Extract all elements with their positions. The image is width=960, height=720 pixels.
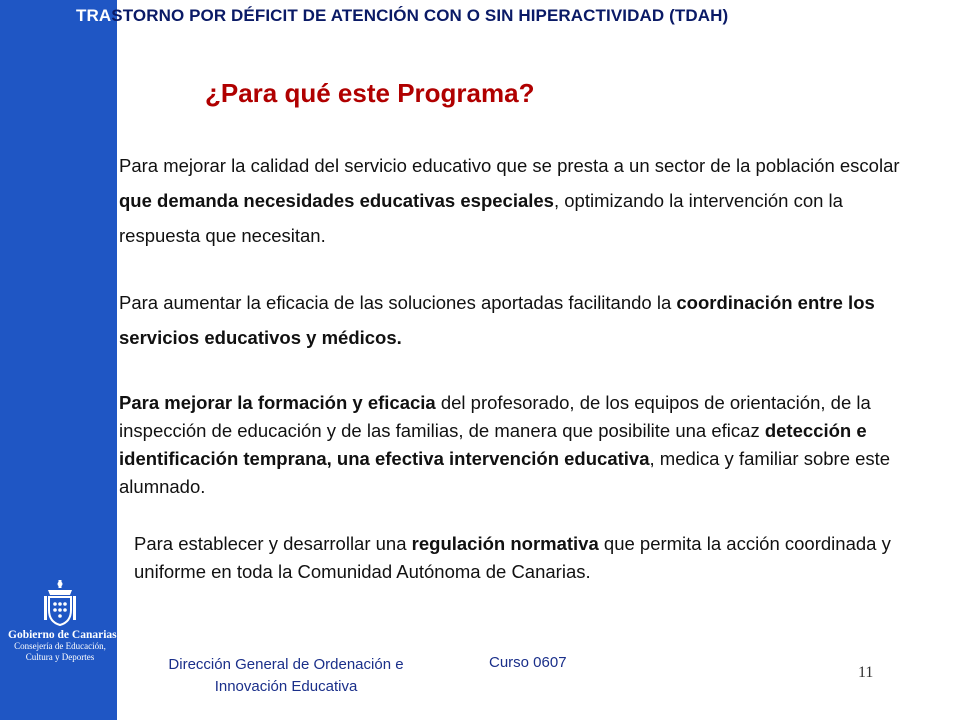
paragraph-quality [119, 148, 919, 253]
page-title: ¿Para qué este Programa? [205, 78, 535, 108]
paragraph-training-bold-1: Para mejorar la formación y eficacia [119, 392, 436, 413]
paragraph-quality-bold: que demanda necesidades educativas especiales [119, 190, 554, 211]
paragraph-efficacy [119, 285, 919, 355]
paragraph-regulation-text-2: que permita la acción coordinada y uniforme en toda la Comunidad Autónoma de Canarias. [134, 533, 891, 582]
government-logo [8, 580, 117, 692]
paragraph-regulation-text-1: Para establecer y desarrollar una [134, 533, 412, 554]
paragraph-quality-text-1: Para mejorar la calidad del servicio educativo que se presta a un sector de la población escolar [119, 155, 900, 176]
footer-organization [126, 654, 446, 698]
header-title-prefix: TRA [76, 6, 112, 25]
page-number: 11 [858, 664, 874, 681]
paragraph-training-bold-2: detección e identificación temprana, una efectiva intervención educativa [119, 420, 867, 469]
paragraph-quality-text-2: , optimizando la intervención con la respuesta que necesitan. [119, 190, 843, 246]
coat-of-arms-icon [40, 580, 80, 626]
footer-course: Curso 0607 [489, 654, 567, 671]
header-title-rest: STORNO POR DÉFICIT DE ATENCIÓN CON O SIN HIPERACTIVIDAD (TDAH) [111, 6, 729, 25]
logo-name: Gobierno de Canarias [8, 629, 117, 641]
logo-sub-line-2: Cultura y Deportes [25, 652, 95, 662]
paragraph-regulation [134, 530, 914, 586]
paragraph-training [119, 389, 919, 501]
paragraph-training-text-1: del profesorado, de los equipos de orientación, de la inspección de educación y de las familias, de manera que posibilite una eficaz [119, 392, 871, 441]
header-title [76, 6, 936, 26]
paragraph-training-text-2: , medica y familiar sobre este alumnado. [119, 448, 891, 497]
logo-sub-line-1: Consejería de Educación, [14, 641, 106, 651]
paragraph-efficacy-bold: coordinación entre los servicios educativos y médicos. [119, 292, 875, 348]
paragraph-efficacy-text: Para aumentar la eficacia de las soluciones aportadas facilitando la [119, 292, 677, 313]
footer-org-line-1: Dirección General de Ordenación e [168, 656, 404, 673]
footer-org-line-2: Innovación Educativa [214, 678, 358, 695]
paragraph-regulation-bold: regulación normativa [411, 533, 599, 554]
